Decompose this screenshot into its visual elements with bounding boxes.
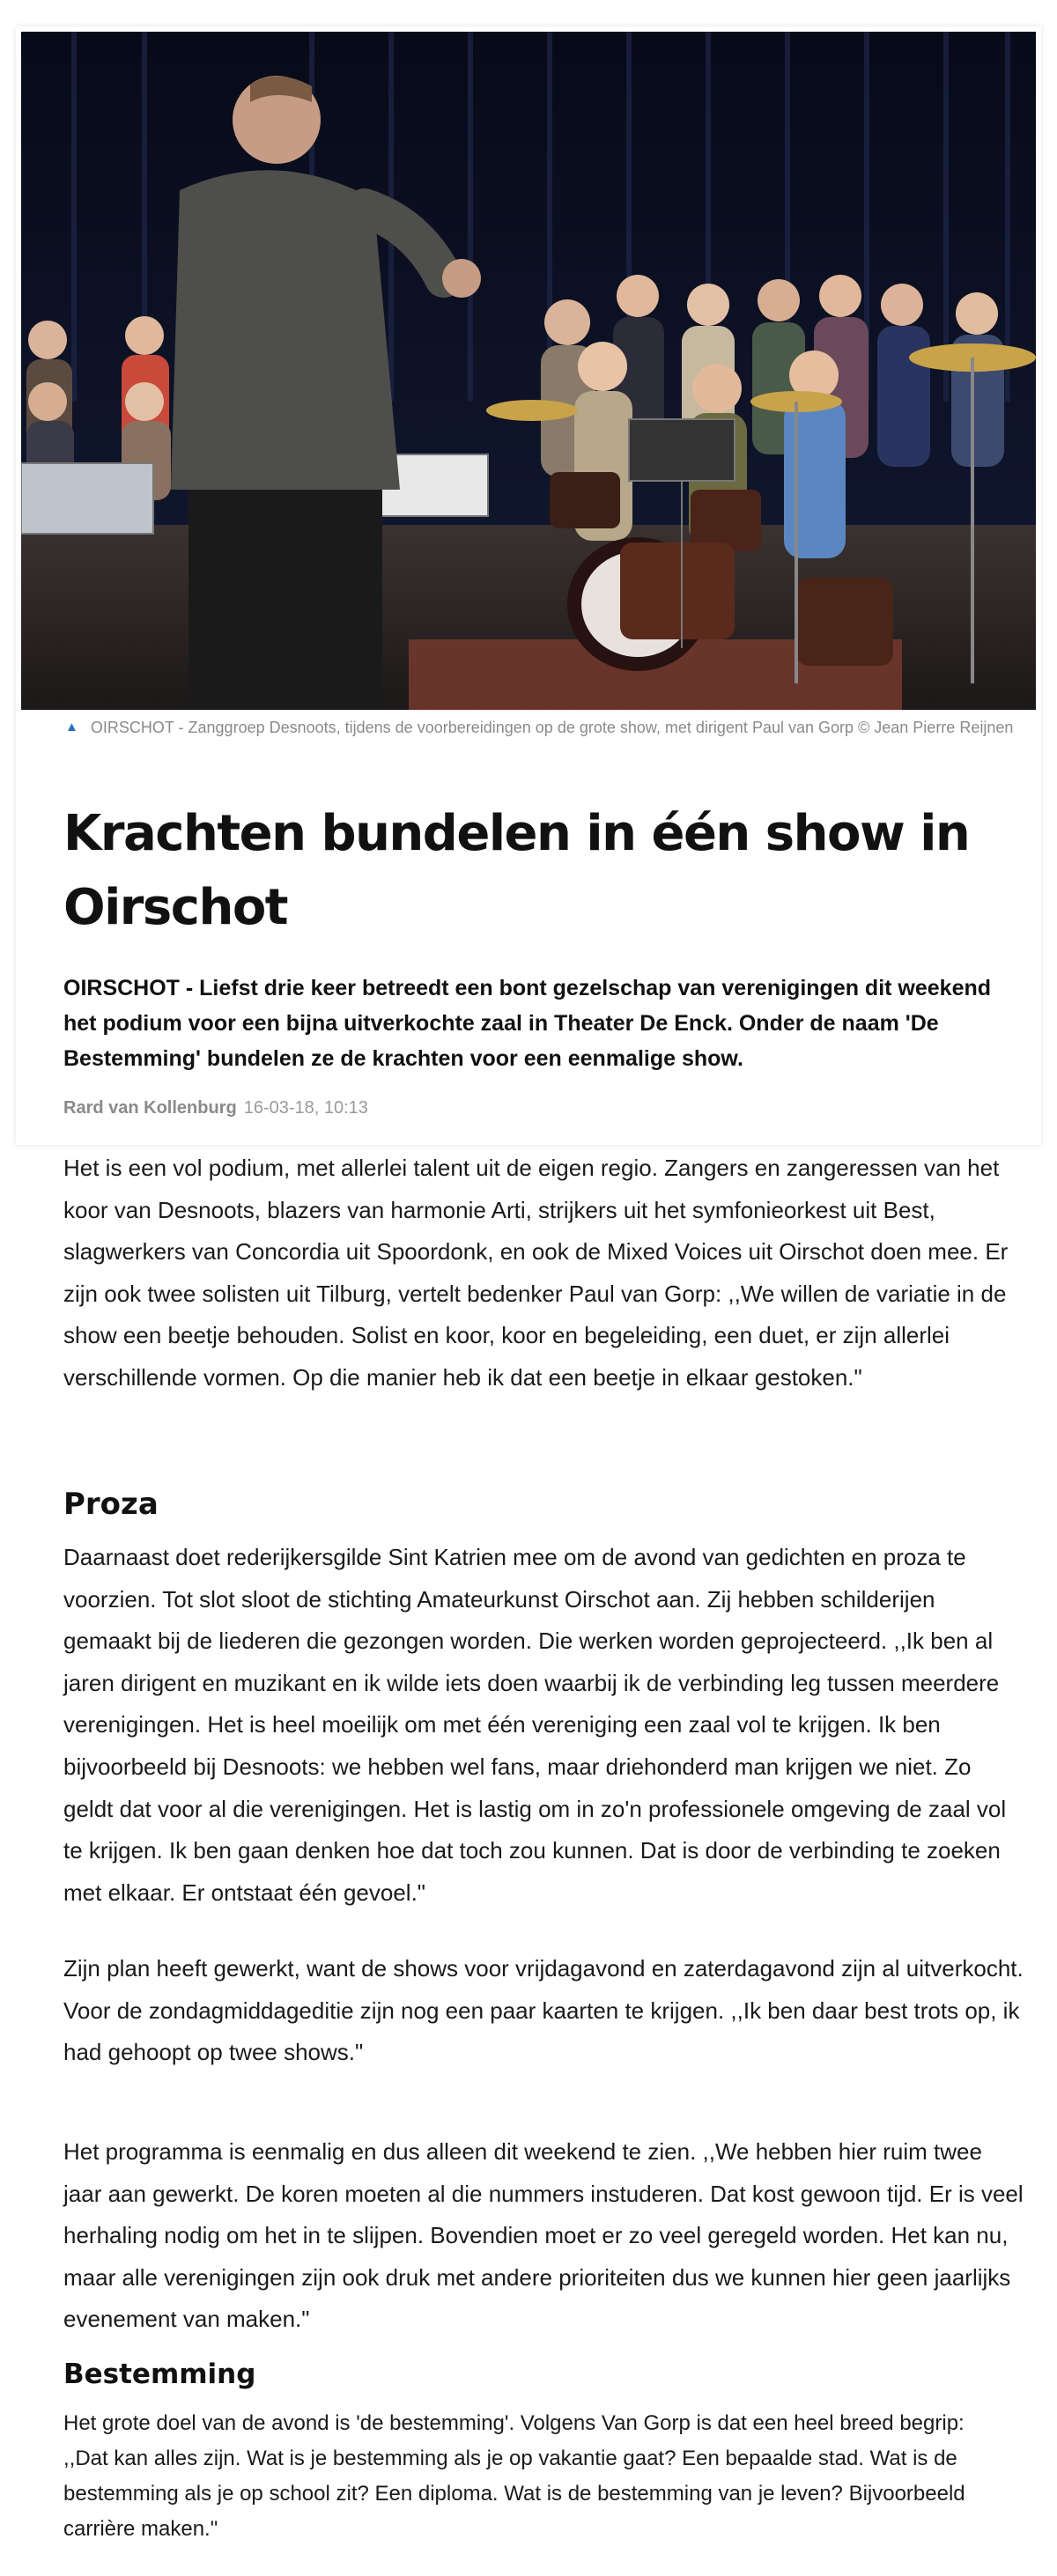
article-photo [21,32,1036,710]
article-byline [63,1098,368,1118]
paragraph: Het programma is eenmalig en dus alleen dit weekend te zien. ,,We hebben hier ruim twee jaar aan gewerkt. De koren moeten al die nummers instuderen. Dat kost gewoon tijd. Er is veel herhaling nodig om het in te slijpen. Bovendien moet er zo veel geregeld worden. Het kan nu, maar alle verenigingen zijn ook druk met andere prioriteiten dus we kunnen hier geen jaarlijks evenement van maken." [63,2138,1024,2333]
article-lead: OIRSCHOT - Liefst drie keer betreedt een bont gezelschap van verenigingen dit weekend het podium voor een bijna uitverkochte zaal in Theater De Enck. Onder de naam 'De Bestemming' bundelen ze de krachten voor een eenmalige show. [63,976,992,1071]
publish-date: 16-03-18, 10:13 [243,1098,368,1118]
subheading-bestemming: Bestemming [63,2358,256,2390]
paragraph: Het is een vol podium, met allerlei talent uit de eigen regio. Zangers en zangeressen van het koor van Desnoots, blazers van harmonie Arti, strijkers uit het symfonieorkest uit Best, slagwerkers van Concordia uit Spoordonk, en ook de Mixed Voices uit Oirschot doen mee. Er zijn ook twee solisten uit Tilburg, vertelt bedenker Paul van Gorp: ,,We willen de variatie in de show een beetje behouden. Solist en koor, koor en begeleiding, een duet, er zijn allerlei verschillende vormen. Op die manier heb ik dat een beetje in elkaar gestoken." [63,1155,1009,1391]
paragraph: Zijn plan heeft gewerkt, want de shows voor vrijdagavond en zaterdagavond zijn al uitverkocht. Voor de zondagmiddageditie zijn nog een paar kaarten te krijgen. ,,Ik ben daar best trots op, ik had gehoopt op twee shows." [63,1955,1024,2066]
subheading-proza: Proza [63,1487,159,1522]
paragraph: Het grote doel van de avond is 'de bestemming'. Volgens Van Gorp is dat een heel breed begrip: ,,Dat kan alles zijn. Wat is je bestemming als je op vakantie gaat? Een bepaalde stad. Wat is de bestemming als je op school zit? Een diploma. Wat is de bestemming van je leven? Bijvoorbeeld carrière maken." [63,2411,965,2541]
caption-triangle-icon: ▲ [65,720,78,734]
caption-text: OIRSCHOT - Zanggroep Desnoots, tijdens de voorbereidingen op de grote show, met dirigent Paul van Gorp © Jean Pierre Reijnen [90,719,1014,736]
author-name[interactable]: Rard van Kollenburg [63,1098,237,1118]
paragraph: Daarnaast doet rederijkersgilde Sint Katrien mee om de avond van gedichten en proza te voorzien. Tot slot sloot de stichting Amateurkunst Oirschot aan. Zij hebben schilderijen gemaakt bij de liederen die gezongen worden. Die werken worden geprojecteerd. ,,Ik ben al jaren dirigent en muzikant en ik wilde iets doen waarbij ik de verbinding leg tussen meerdere verenigingen. Het is heel moeilijk om met één vereniging een zaal vol te krijgen. Ik ben bijvoorbeeld bij Desnoots: we hebben wel fans, maar driehonderd man krijgen we niet. Zo geldt dat voor al die verenigingen. Het is lastig om in zo'n professionele omgeving de zaal vol te krijgen. Ik ben gaan denken hoe dat toch zou kunnen. Dat is door de verbinding te zoeken met elkaar. Er ontstaat één gevoel." [63,1544,1007,1906]
choir-rehearsal-illustration [21,32,1036,710]
photo-caption [39,715,1025,742]
article-headline: Krachten bundelen in één show in Oirschot [63,805,970,936]
